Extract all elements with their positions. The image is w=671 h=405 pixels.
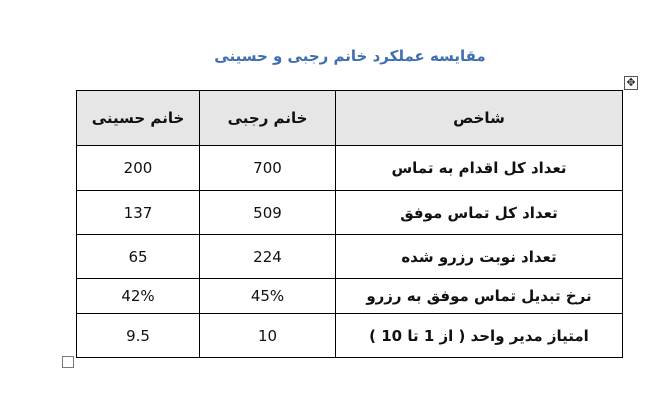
- cell-rajabi: 45%: [200, 279, 336, 314]
- cell-rajabi: 10: [200, 314, 336, 358]
- header-indicator: شاخص: [336, 91, 623, 146]
- cell-hosseini: 65: [77, 235, 200, 279]
- comparison-table: [76, 90, 623, 358]
- document-title: مقایسه عملکرد خانم رجبی و حسینی: [214, 47, 486, 65]
- table-move-handle-icon[interactable]: ✥: [624, 76, 638, 90]
- table-row: [77, 235, 623, 279]
- table-row: [77, 279, 623, 314]
- table-row: [77, 146, 623, 191]
- table-row: [77, 191, 623, 235]
- table-row: [77, 314, 623, 358]
- cell-hosseini: 200: [77, 146, 200, 191]
- cell-indicator: امتیاز مدیر واحد ( از 1 تا 10 ): [336, 314, 623, 358]
- cell-indicator: نرخ تبدیل تماس موفق به رزرو: [336, 279, 623, 314]
- cell-indicator: تعداد نوبت رزرو شده: [336, 235, 623, 279]
- cell-rajabi: 509: [200, 191, 336, 235]
- cell-rajabi: 700: [200, 146, 336, 191]
- header-hosseini: خانم حسینی: [77, 91, 200, 146]
- cell-indicator: تعداد کل اقدام به تماس: [336, 146, 623, 191]
- table-resize-handle-icon[interactable]: [62, 356, 74, 368]
- cell-indicator: تعداد کل تماس موفق: [336, 191, 623, 235]
- cell-hosseini: 42%: [77, 279, 200, 314]
- cell-hosseini: 137: [77, 191, 200, 235]
- cell-hosseini: 9.5: [77, 314, 200, 358]
- cell-rajabi: 224: [200, 235, 336, 279]
- table-header-row: [77, 91, 623, 146]
- header-rajabi: خانم رجبی: [200, 91, 336, 146]
